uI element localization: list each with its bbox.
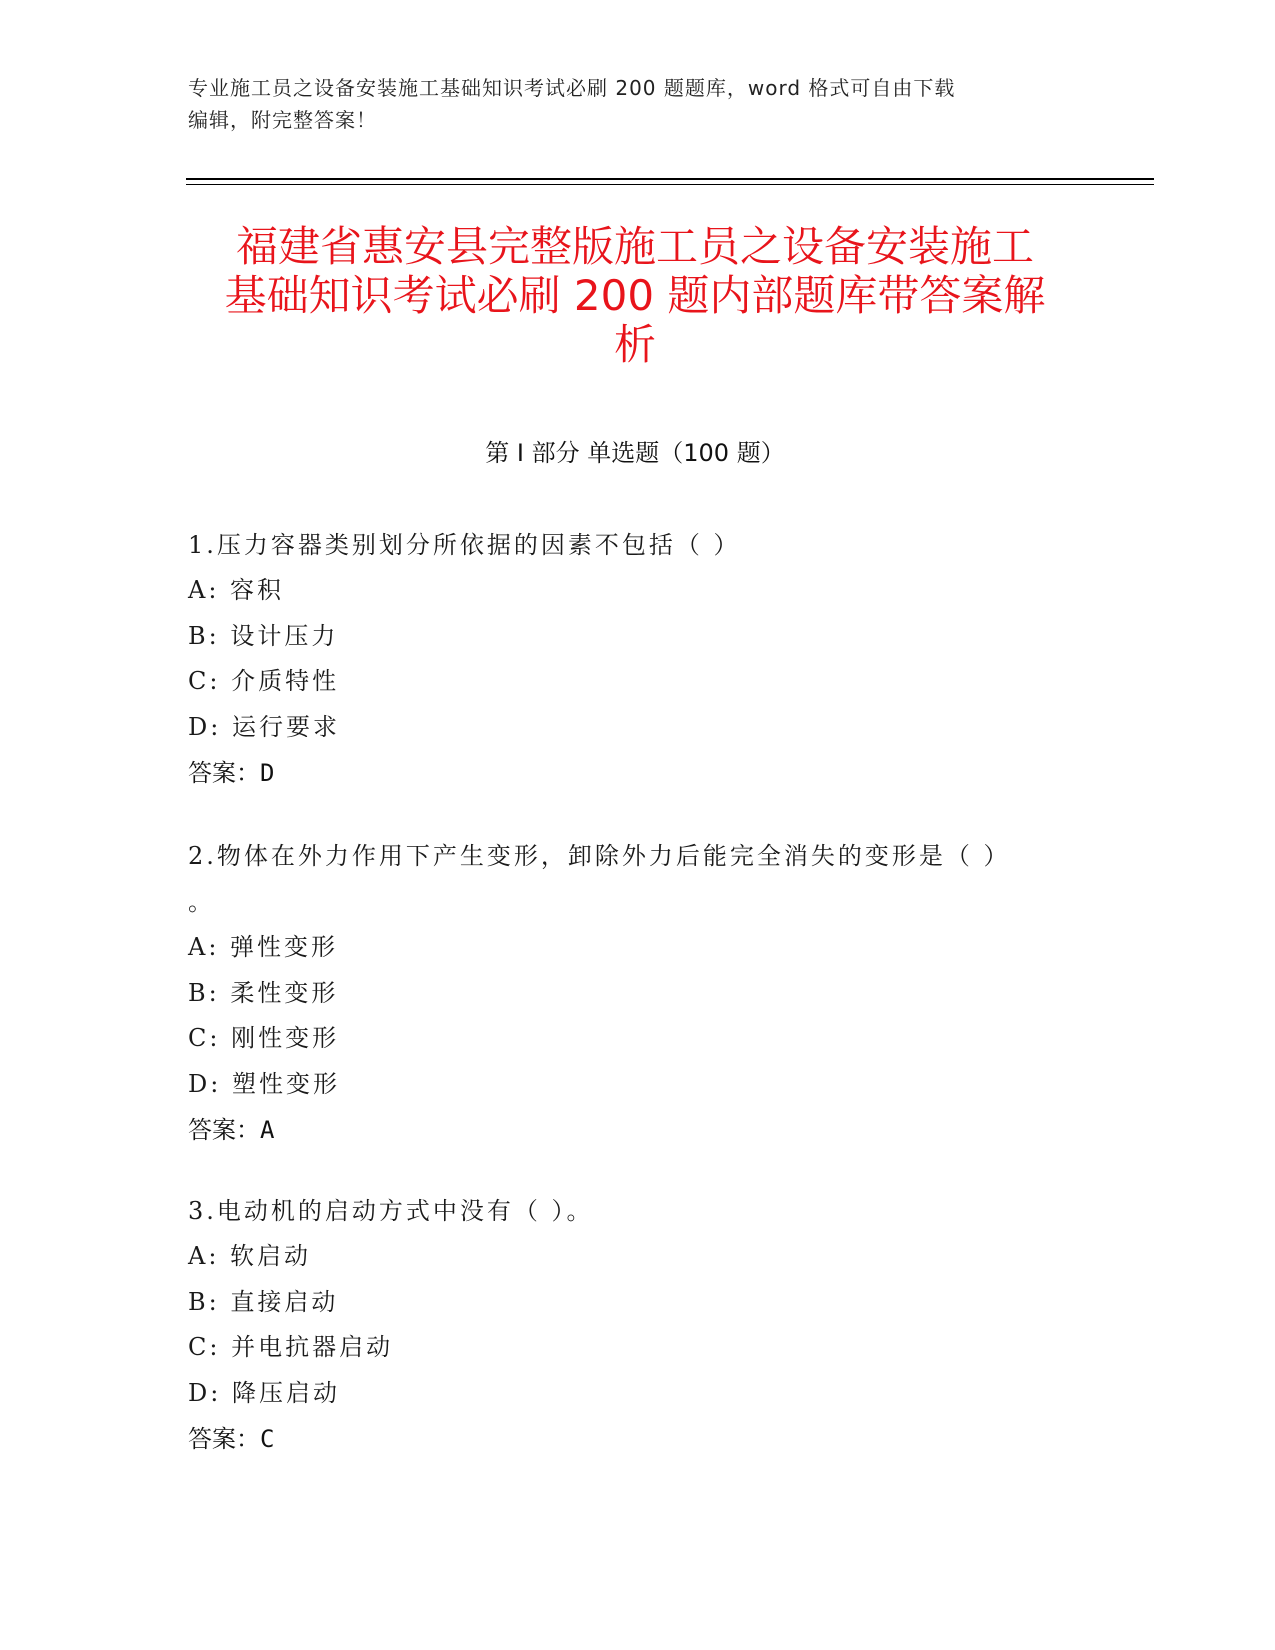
question-stem: 1.压力容器类别划分所依据的因素不包括（ ） (188, 531, 741, 559)
title-line-2: 基础知识考试必刷 200 题内部题库带答案解 (224, 271, 1046, 320)
answer (188, 750, 1088, 796)
option-d: D: 运行要求 (188, 712, 340, 741)
question-stem-continuation: 。 (188, 888, 215, 916)
option-a: A: 容积 (188, 576, 285, 604)
option-c: C: 介质特性 (188, 667, 340, 695)
option-c: C: 刚性变形 (188, 1024, 340, 1052)
section-heading: 第 I 部分 单选题（100 题） (485, 439, 785, 467)
title-line-1: 福建省惠安县完整版施工员之设备安装施工 (235, 222, 1034, 271)
option-b: B: 设计压力 (188, 621, 339, 650)
intro-line-1: 专业施工员之设备安装施工基础知识考试必刷 200 题题库，word 格式可自由下载 (188, 76, 956, 100)
option-d: D: 塑性变形 (188, 1069, 340, 1098)
question-3 (188, 1188, 1088, 1462)
header-divider-thin (186, 184, 1154, 185)
option-d: D: 降压启动 (188, 1378, 340, 1407)
answer (188, 1107, 1088, 1153)
intro-line-2: 编辑，附完整答案！ (188, 108, 377, 132)
answer-value: A (260, 1116, 275, 1144)
option-a: A: 弹性变形 (188, 933, 339, 961)
answer-label: 答案： (188, 759, 260, 787)
answer-value: C (260, 1425, 275, 1453)
question-stem: 2.物体在外力作用下产生变形，卸除外力后能完全消失的变形是（ ） (188, 842, 1011, 870)
question-2 (188, 833, 1088, 1153)
question-stem: 3.电动机的启动方式中没有（ ）。 (188, 1197, 594, 1225)
document-intro (188, 72, 1068, 136)
answer (188, 1416, 1088, 1462)
option-b: B: 直接启动 (188, 1287, 339, 1316)
option-a: A: 软启动 (188, 1242, 312, 1270)
answer-label: 答案： (188, 1425, 260, 1453)
header-divider-thick (186, 178, 1154, 180)
option-c: C: 并电抗器启动 (188, 1333, 394, 1361)
title-line-3: 析 (613, 320, 656, 369)
answer-label: 答案： (188, 1116, 260, 1144)
answer-value: D (260, 759, 275, 787)
question-1 (188, 522, 1088, 796)
document-title (186, 222, 1084, 369)
option-b: B: 柔性变形 (188, 978, 339, 1007)
